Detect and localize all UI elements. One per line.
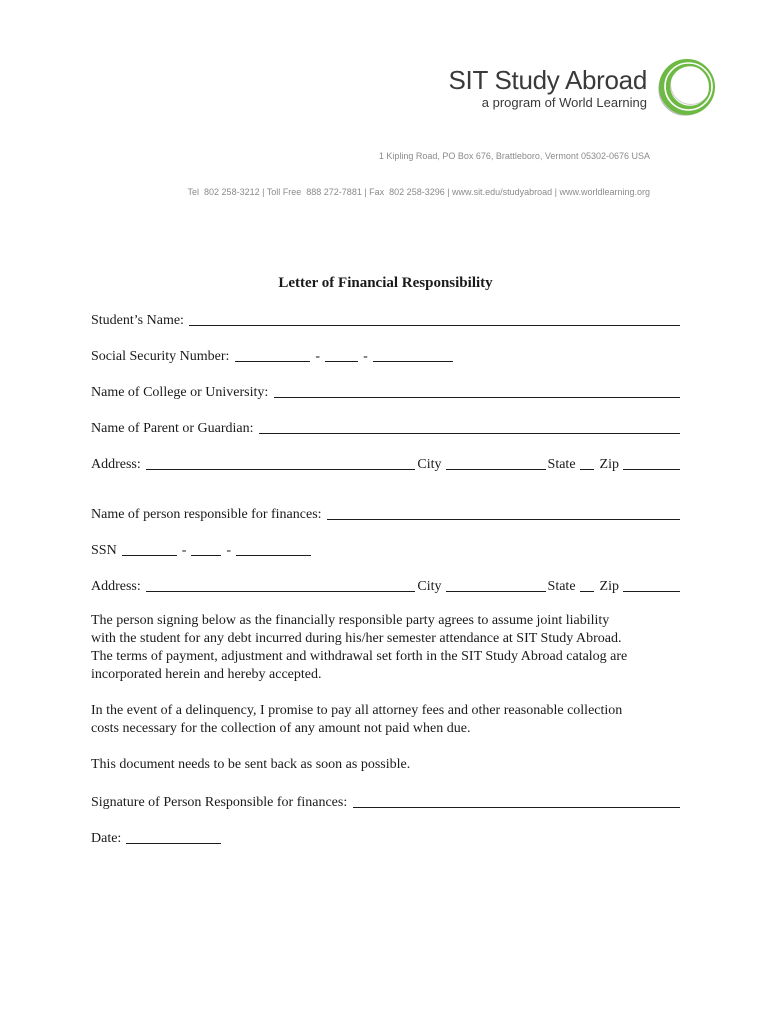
- delinquency-paragraph: [91, 702, 680, 738]
- signature-label: Signature of Person Responsible for finances:: [91, 795, 348, 810]
- parent-guardian-line[interactable]: [259, 420, 681, 434]
- signature-row: [91, 792, 680, 810]
- responsible-person-row: [91, 504, 680, 522]
- paragraph-line: with the student for any debt incurred during his/her semester attendance at SIT Study Abroad.: [91, 631, 622, 646]
- zip-label: Zip: [599, 457, 619, 472]
- student-name-row: [91, 310, 680, 328]
- world-learning-circle-logo-icon: [652, 56, 724, 120]
- document-title: Letter of Financial Responsibility: [278, 275, 493, 291]
- brand-row: [0, 56, 770, 120]
- brand-text: [448, 66, 647, 111]
- paragraph-line: incorporated herein and hereby accepted.: [91, 667, 322, 682]
- social-security-row: [91, 346, 680, 364]
- city-label: City: [417, 457, 442, 472]
- address-line-blank[interactable]: [146, 456, 416, 470]
- parent-guardian-row: [91, 418, 680, 436]
- brand-tagline: a program of World Learning: [481, 94, 647, 110]
- state-line[interactable]: [580, 578, 594, 592]
- responsible-person-line[interactable]: [327, 506, 680, 520]
- ssn-part1-line[interactable]: [235, 348, 310, 362]
- address-label: Address:: [91, 579, 141, 594]
- address-label: Address:: [91, 457, 141, 472]
- document-body: [91, 274, 680, 846]
- zip-line[interactable]: [623, 578, 680, 592]
- date-row: [91, 828, 680, 846]
- contact-block: [0, 126, 770, 222]
- responsible-ssn-row: [91, 540, 680, 558]
- liability-paragraph: [91, 612, 680, 684]
- resp-ssn-part2-line[interactable]: [191, 542, 221, 556]
- responsible-address-row: [91, 576, 680, 594]
- paragraph-line: The terms of payment, adjustment and withdrawal set forth in the SIT Study Abroad catalog are: [91, 649, 628, 664]
- signature-line[interactable]: [353, 794, 680, 808]
- social-security-label: Social Security Number:: [91, 349, 230, 364]
- return-note: [91, 756, 680, 774]
- city-label: City: [417, 579, 442, 594]
- college-label: Name of College or University:: [91, 385, 269, 400]
- ssn-part2-line[interactable]: [325, 348, 358, 362]
- paragraph-line: costs necessary for the collection of any amount not paid when due.: [91, 721, 471, 736]
- college-line[interactable]: [274, 384, 680, 398]
- brand-wordmark: SIT Study Abroad: [448, 64, 647, 95]
- parent-guardian-label: Name of Parent or Guardian:: [91, 421, 254, 436]
- student-name-line[interactable]: [189, 312, 680, 326]
- phone-web-line: Tel 802 258-3212 | Toll Free 888 272-7881 | Fax 802 258-3296 | www.sit.edu/studyabroad | www.worldlearning.org: [187, 187, 650, 197]
- zip-label: Zip: [599, 579, 619, 594]
- return-note-text: This document needs to be sent back as soon as possible.: [91, 757, 411, 772]
- ssn-dash: -: [315, 349, 321, 364]
- student-name-label: Student’s Name:: [91, 313, 184, 328]
- city-line[interactable]: [446, 456, 546, 470]
- address-line-blank[interactable]: [146, 578, 416, 592]
- address-line: 1 Kipling Road, PO Box 676, Brattleboro, Vermont 05302-0676 USA: [378, 151, 650, 161]
- letterhead: [0, 0, 770, 222]
- responsible-person-label: Name of person responsible for finances:: [91, 507, 322, 522]
- state-line[interactable]: [580, 456, 594, 470]
- resp-ssn-part3-line[interactable]: [236, 542, 311, 556]
- state-label: State: [547, 579, 576, 594]
- zip-line[interactable]: [623, 456, 680, 470]
- college-row: [91, 382, 680, 400]
- state-label: State: [547, 457, 576, 472]
- date-label: Date:: [91, 831, 122, 846]
- paragraph-line: The person signing below as the financially responsible party agrees to assume joint liability: [91, 613, 610, 628]
- ssn-dash: -: [363, 349, 368, 364]
- ssn-label: SSN: [91, 543, 117, 558]
- city-line[interactable]: [446, 578, 546, 592]
- resp-ssn-part1-line[interactable]: [122, 542, 177, 556]
- ssn-dash: -: [181, 543, 187, 558]
- ssn-part3-line[interactable]: [373, 348, 453, 362]
- paragraph-line: In the event of a delinquency, I promise to pay all attorney fees and other reasonable collection: [91, 703, 623, 718]
- date-line[interactable]: [126, 830, 221, 844]
- ssn-dash: -: [226, 543, 232, 558]
- student-address-row: [91, 454, 680, 472]
